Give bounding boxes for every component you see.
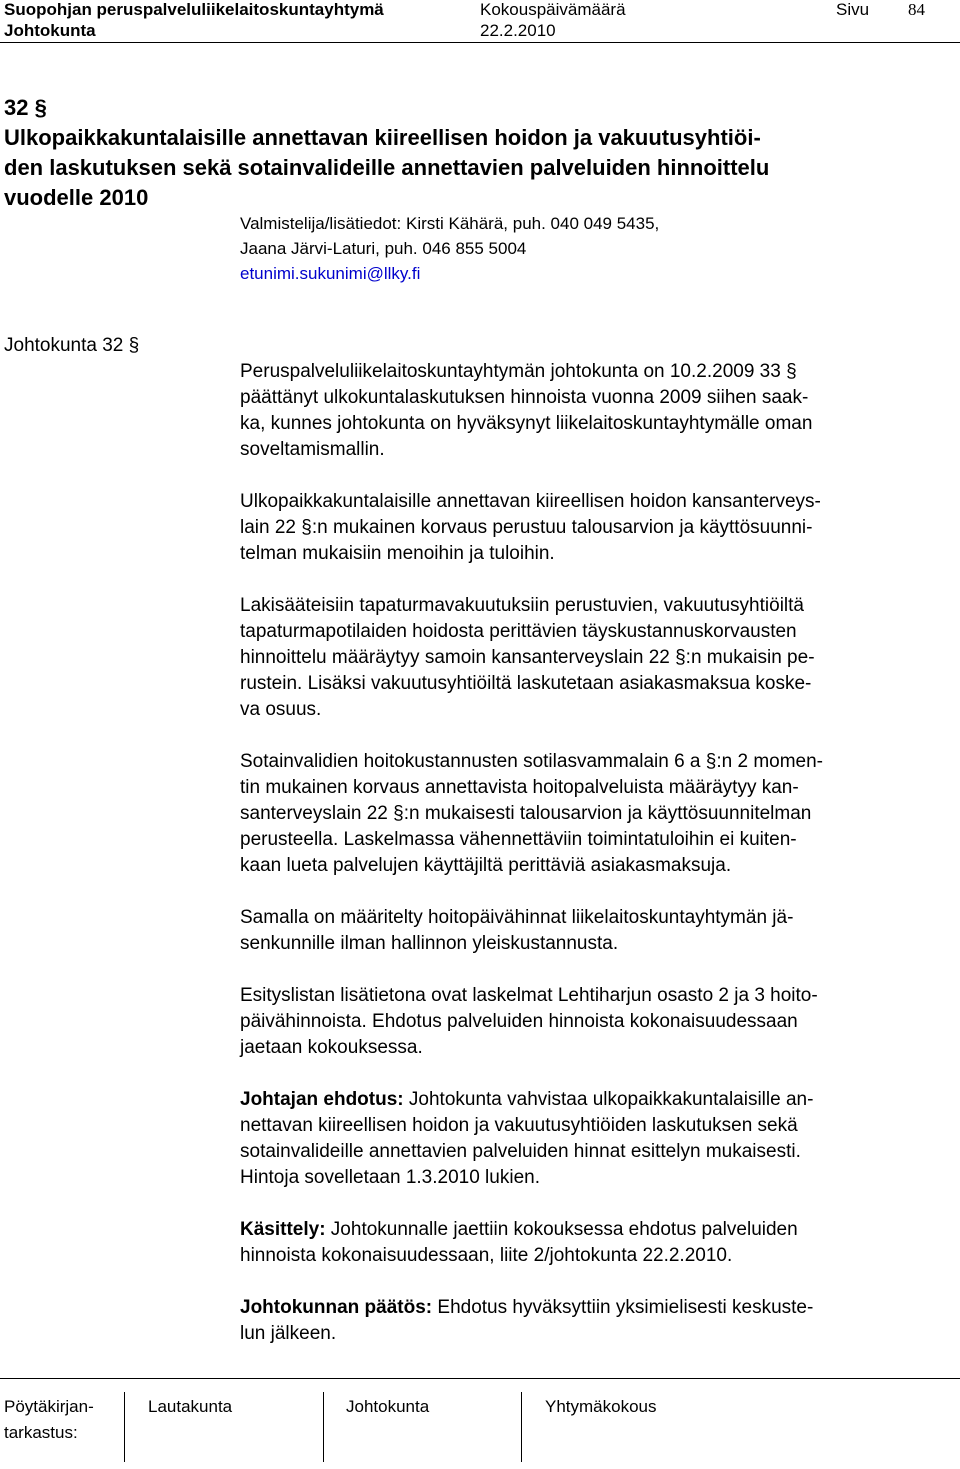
text-line: sotainvalideille annettavien palveluiden hinnat esittelyn mukaisesti. [240, 1141, 801, 1162]
text-line: Lakisääteisiin tapaturmavakuutuksiin perustuvien, vakuutusyhtiöiltä [240, 595, 804, 616]
text-line: Peruspalveluliikelaitoskuntayhtymän johtokunta on 10.2.2009 33 § [240, 361, 797, 382]
text-line: tin mukainen korvaus annettavista hoitopalveluista määräytyy kan- [240, 777, 799, 798]
title-line: Ulkopaikkakuntalaisille annettavan kiireellisen hoidon ja vakuutusyhtiöi- [4, 125, 761, 150]
preparer-line: Jaana Järvi-Laturi, puh. 046 855 5004 [240, 239, 527, 258]
text-line: Esityslistan lisätietona ovat laskelmat Lehtiharjun osasto 2 ja 3 hoito- [240, 985, 818, 1006]
decision-label: Johtokunnan päätös: [240, 1297, 433, 1318]
date-label: Kokouspäivämäärä [480, 0, 626, 19]
text-line: kaan lueta palvelujen käyttäjiltä perittäviä asiakasmaksuja. [240, 855, 732, 876]
prior-meeting-label: Johtokunta 32 § [4, 335, 140, 356]
text-line: hinnoista kokonaisuudessaan, liite 2/johtokunta 22.2.2010. [240, 1245, 733, 1266]
text-line: rustein. Lisäksi vakuutusyhtiöiltä laskutetaan asiakasmaksua koske- [240, 673, 812, 694]
footer-assembly: Yhtymäkokous [545, 1397, 657, 1416]
proposal-first: Johtokunta vahvistaa ulkopaikkakuntalaisille an- [403, 1089, 814, 1110]
meeting-date: 22.2.2010 [480, 21, 556, 40]
text-line: päättänyt ulkokuntalaskutuksen hinnoista vuonna 2009 siihen saak- [240, 387, 809, 408]
decision-first: Ehdotus hyväksyttiin yksimielisesti keskuste- [432, 1297, 814, 1318]
proposal-label: Johtajan ehdotus: [240, 1089, 404, 1110]
page-footer [0, 1378, 960, 1469]
text-line: va osuus. [240, 699, 322, 720]
section-title [4, 123, 944, 213]
text-line: jaetaan kokouksessa. [240, 1037, 423, 1058]
footer-divider [521, 1392, 522, 1462]
footer-text: Pöytäkirjan- [4, 1397, 94, 1416]
page-header [0, 0, 960, 44]
text-line: soveltamismallin. [240, 439, 385, 460]
text-line [240, 1087, 940, 1113]
page-label: Sivu [836, 0, 870, 19]
text-line: hinnoittelu määräytyy samoin kansanterveyslain 22 §:n mukaisin pe- [240, 647, 815, 668]
text-line: lain 22 §:n mukainen korvaus perustuu talousarvion ja käyttösuunni- [240, 517, 813, 538]
preparer-info [240, 211, 659, 286]
board-name: Johtokunta [4, 21, 96, 40]
text-line: nettavan kiireellisen hoidon ja vakuutusyhtiöiden laskutuksen sekä [240, 1115, 798, 1136]
footer-rule [0, 1378, 960, 1379]
text-line [240, 1217, 940, 1243]
page-number: 84 [908, 0, 925, 19]
footer-divider [323, 1392, 324, 1462]
text-line: santerveyslain 22 §:n mukaisesti talousarvion ja käyttösuunnitelman [240, 803, 812, 824]
title-line: vuodelle 2010 [4, 185, 149, 210]
text-line: Samalla on määritelty hoitopäivähinnat liikelaitoskuntayhtymän jä- [240, 907, 794, 928]
handling-label: Käsittely: [240, 1219, 326, 1240]
preparer-line: Valmistelija/lisätiedot: Kirsti Kähärä, puh. 040 049 5435, [240, 214, 660, 233]
text-line: Sotainvalidien hoitokustannusten sotilasvammalain 6 a §:n 2 momen- [240, 751, 823, 772]
text-line: lun jälkeen. [240, 1323, 337, 1344]
title-line: den laskutuksen sekä sotainvalideille annettavien palveluiden hinnoittelu [4, 155, 770, 180]
text-line: Hintoja sovelletaan 1.3.2010 lukien. [240, 1167, 540, 1188]
footer-text: tarkastus: [4, 1423, 78, 1442]
text-line: ka, kunnes johtokunta on hyväksynyt liikelaitoskuntayhtymälle oman [240, 413, 813, 434]
email-link[interactable]: etunimi.sukunimi@llky.fi [240, 264, 421, 283]
minutes-check-label [4, 1394, 94, 1446]
footer-committee: Lautakunta [148, 1397, 233, 1416]
text-line: perusteella. Laskelmassa vähennettäviin toimintatuloihin ei kuiten- [240, 829, 797, 850]
text-line [240, 1295, 940, 1321]
document-body [240, 333, 940, 1373]
text-line: Ulkopaikkakuntalaisille annettavan kiireellisen hoidon kansanterveys- [240, 491, 821, 512]
section-number: 32 § [4, 95, 47, 120]
footer-board: Johtokunta [346, 1397, 430, 1416]
text-line: telman mukaisiin menoihin ja tuloihin. [240, 543, 555, 564]
handling-first: Johtokunnalle jaettiin kokouksessa ehdotus palveluiden [325, 1219, 798, 1240]
footer-divider [124, 1392, 125, 1462]
org-name: Suopohjan peruspalveluliikelaitoskuntayhtymä [4, 0, 384, 19]
header-rule [0, 42, 960, 43]
text-line: senkunnille ilman hallinnon yleiskustannusta. [240, 933, 619, 954]
text-line: päivähinnoista. Ehdotus palveluiden hinnoista kokonaisuudessaan [240, 1011, 798, 1032]
text-line: tapaturmapotilaiden hoidosta perittävien täyskustannuskorvausten [240, 621, 797, 642]
